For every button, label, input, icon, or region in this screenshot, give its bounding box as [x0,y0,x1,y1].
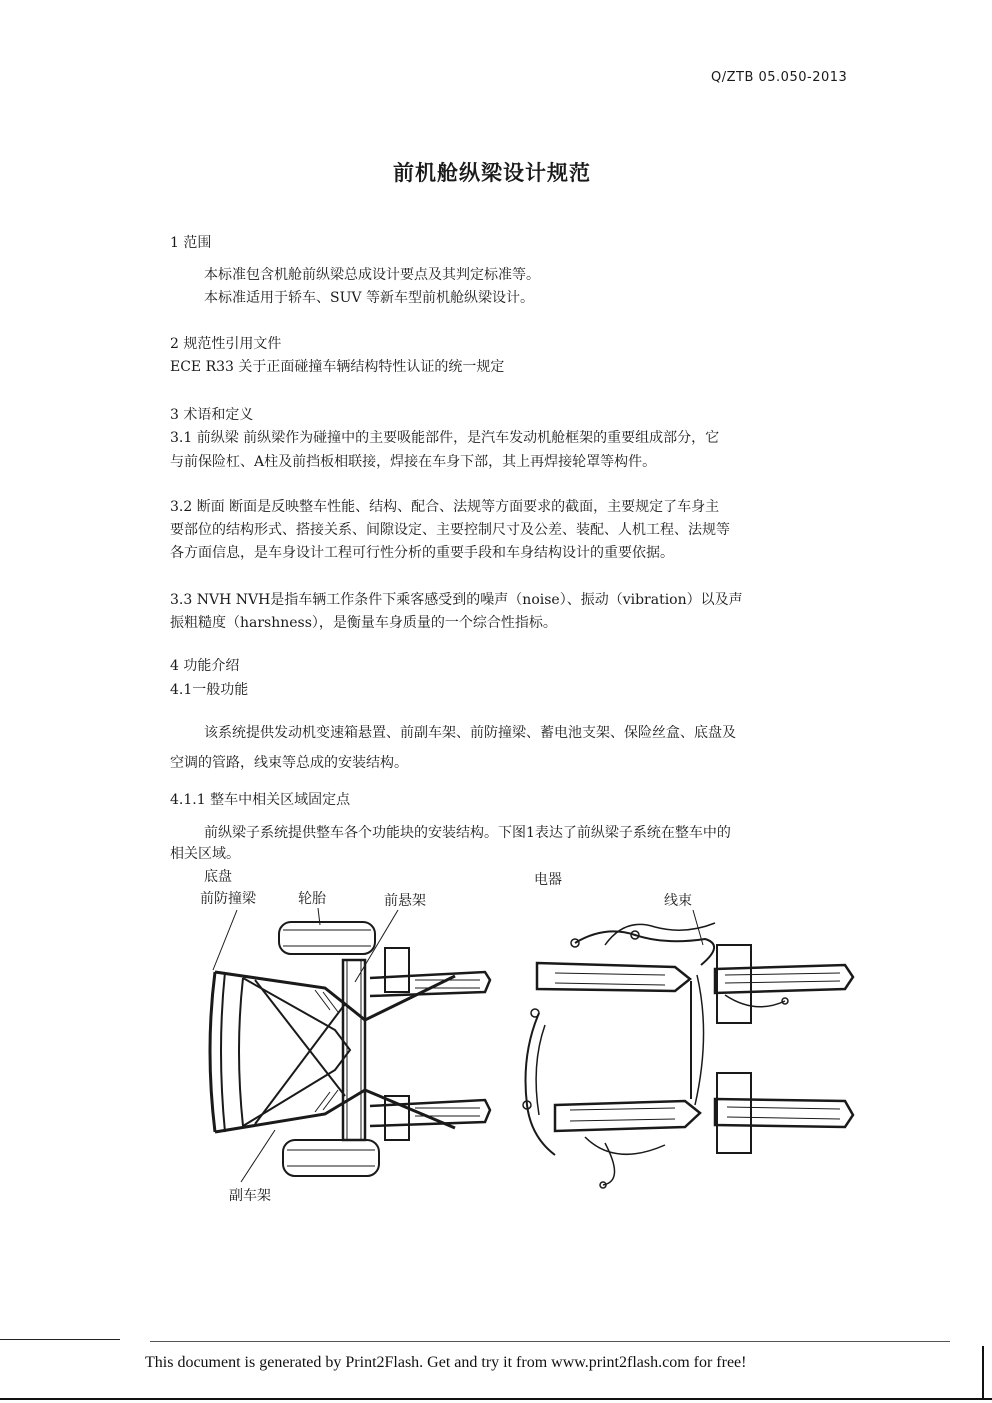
label-tire: 轮胎 [298,891,326,907]
label-subframe: 副车架 [229,1188,271,1204]
figure-chassis-label: 底盘 [204,869,232,885]
footer-rule-bottom [0,1398,992,1400]
section-4-1-line-1: 该系统提供发动机变速箱悬置、前副车架、前防撞梁、蓄电池支架、保险丝盒、底盘及 [204,725,736,741]
section-3-2-line-2: 要部位的结构形式、搭接关系、间隙设定、主要控制尺寸及公差、装配、人机工程、法规等 [170,522,730,538]
chassis-drawing [195,900,495,1195]
footer-rule-top [150,1341,950,1342]
section-4-1-1-line-1: 前纵梁子系统提供整车各个功能块的安装结构。下图1表达了前纵梁子系统在整车中的 [204,825,731,841]
page-edge-mark [982,1346,984,1398]
footer-rule-left [0,1339,120,1340]
section-2-para-1: ECE R33 关于正面碰撞车辆结构特性认证的统一规定 [170,359,505,375]
page-title: 前机舱纵梁设计规范 [393,161,591,185]
section-4-1-1-heading: 4.1.1 整车中相关区域固定点 [170,792,351,808]
label-front-suspension: 前悬架 [384,893,426,909]
section-3-heading: 3 术语和定义 [170,407,254,423]
section-1-para-2: 本标准适用于轿车、SUV 等新车型前机舱纵梁设计。 [204,290,534,306]
section-3-2-line-3: 各方面信息，是车身设计工程可行性分析的重要手段和车身结构设计的重要依据。 [170,545,674,561]
footer-text: This document is generated by Print2Flash. Get and try it from www.print2flash.com for free! [145,1354,747,1371]
section-3-1-line-2: 与前保险杠、A柱及前挡板相联接，焊接在车身下部，其上再焊接轮罩等构件。 [170,454,657,470]
section-4-heading: 4 功能介绍 [170,658,240,674]
figure-electrical-label: 电器 [534,872,562,888]
electrical-drawing [515,905,870,1190]
section-3-3-line-2: 振粗糙度（harshness），是衡量车身质量的一个综合性指标。 [170,615,557,631]
section-4-1-1-line-2: 相关区域。 [170,846,240,862]
label-front-bumper-beam: 前防撞梁 [200,891,256,907]
section-2-heading: 2 规范性引用文件 [170,336,282,352]
section-3-3-line-1: 3.3 NVH NVH是指车辆工作条件下乘客感受到的噪声（noise）、振动（vibration）以及声 [170,592,743,608]
section-1-heading: 1 范围 [170,235,212,251]
section-3-2-line-1: 3.2 断面 断面是反映整车性能、结构、配合、法规等方面要求的截面，主要规定了车身主 [170,499,720,515]
label-wire-harness: 线束 [664,893,692,909]
section-4-1-line-2: 空调的管路，线束等总成的安装结构。 [170,755,408,771]
document-number: Q/ZTB 05.050-2013 [711,70,848,85]
section-4-1-heading: 4.1一般功能 [170,682,249,698]
section-3-1-line-1: 3.1 前纵梁 前纵梁作为碰撞中的主要吸能部件，是汽车发动机舱框架的重要组成部分，它 [170,430,720,446]
section-1-para-1: 本标准包含机舱前纵梁总成设计要点及其判定标准等。 [204,267,540,283]
